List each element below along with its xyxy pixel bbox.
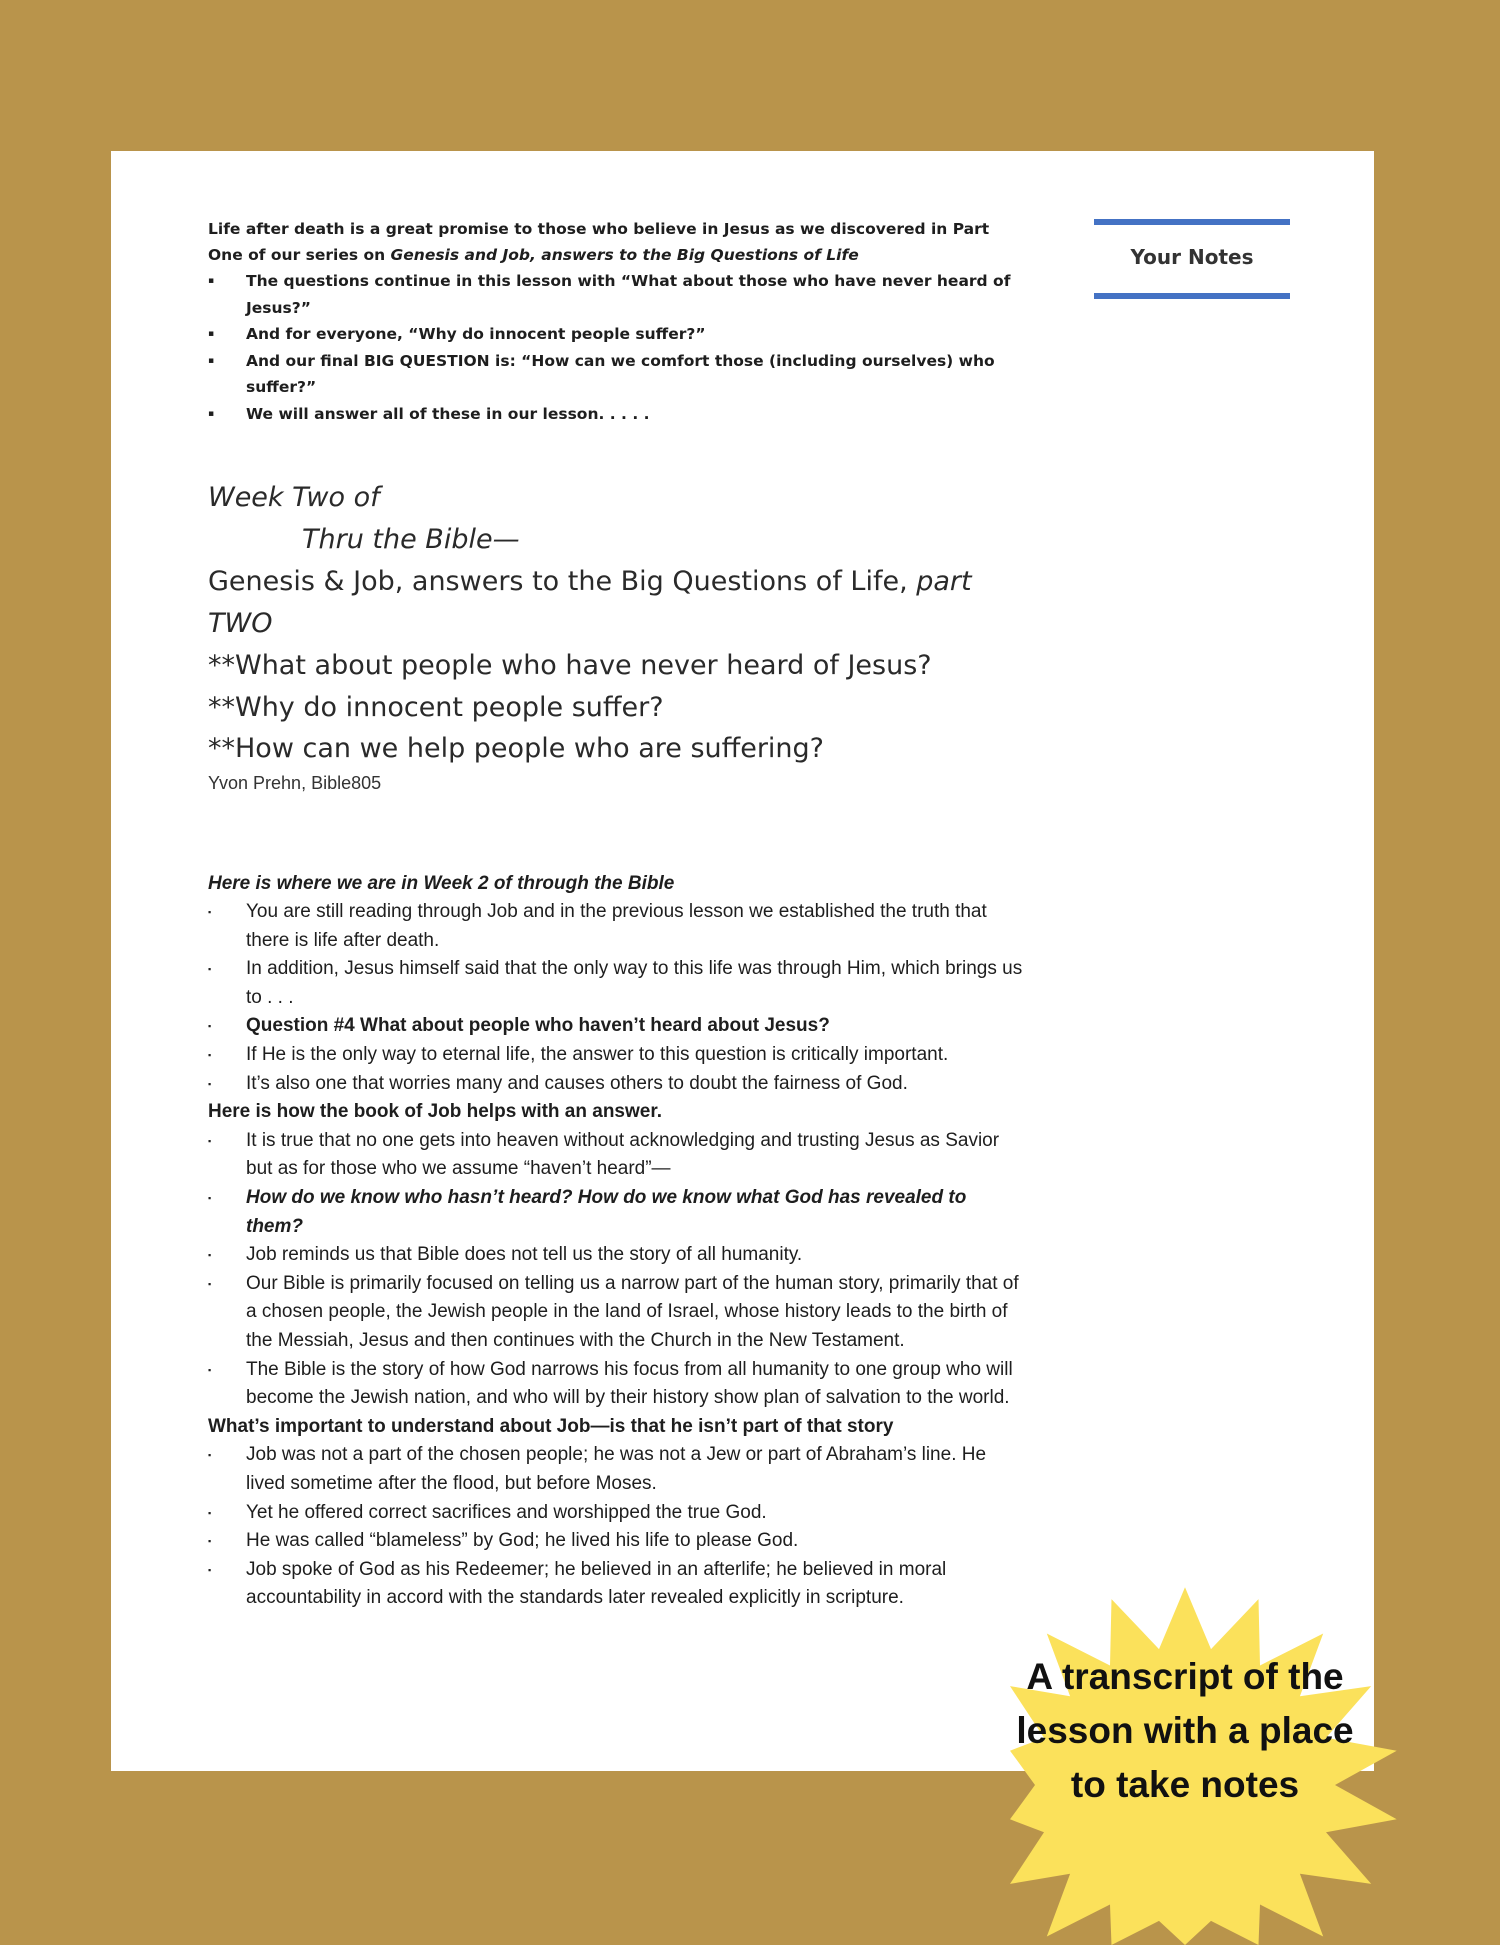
notes-top-rule bbox=[1094, 219, 1290, 225]
section1-bullets bbox=[208, 898, 1028, 1098]
lesson-body bbox=[208, 870, 1028, 1613]
list-item: ▪ Job was not a part of the chosen people; he was not a Jew or part of Abraham’s line. He lived sometime after the flood, but before Moses. bbox=[208, 1441, 1028, 1498]
title-topic-part: part TWO bbox=[208, 566, 972, 639]
badge-text: A transcript of the lesson with a place to take notes bbox=[1016, 1656, 1354, 1805]
document-page bbox=[111, 151, 1374, 1771]
list-item: ▪ The questions continue in this lesson with “What about those who have never heard of Jesus?” bbox=[208, 268, 1028, 321]
notes-title: Your Notes bbox=[1130, 245, 1254, 269]
title-line-topic bbox=[208, 561, 1028, 645]
list-item: ▪ It’s also one that worries many and causes others to doubt the fairness of God. bbox=[208, 1070, 1028, 1099]
title-line-series: Thru the Bible— bbox=[302, 524, 520, 555]
section-heading: Here is where we are in Week 2 of through the Bible bbox=[208, 872, 675, 894]
title-line-week: Week Two of bbox=[208, 482, 380, 513]
list-item: ▪ Question #4 What about people who haven’t heard about Jesus? bbox=[208, 1012, 1028, 1041]
list-item: ▪ The Bible is the story of how God narrows his focus from all humanity to one group who will become the Jewish nation, and who will by their history show plan of salvation to the world. bbox=[208, 1356, 1028, 1413]
list-item: ▪ In addition, Jesus himself said that the only way to this life was through Him, which brings us to . . . bbox=[208, 955, 1028, 1012]
list-item: ▪ Job reminds us that Bible does not tell us the story of all humanity. bbox=[208, 1241, 1028, 1270]
list-item: ▪ Job spoke of God as his Redeemer; he believed in an afterlife; he believed in moral accountability in accord with the standards later revealed explicitly in scripture. bbox=[208, 1556, 1028, 1613]
title-question: **What about people who have never heard of Jesus? bbox=[208, 650, 932, 681]
author-line: Yvon Prehn, Bible805 bbox=[208, 772, 382, 793]
intro-lead: Life after death is a great promise to those who believe in Jesus as we discovered in Part One of our series on bbox=[208, 220, 990, 264]
intro-series-title: Genesis and Job, answers to the Big Questions of Life bbox=[390, 246, 859, 264]
list-item: ▪ If He is the only way to eternal life, the answer to this question is critically important. bbox=[208, 1041, 1028, 1070]
list-item: ▪ He was called “blameless” by God; he lived his life to please God. bbox=[208, 1527, 1028, 1556]
notes-bottom-rule bbox=[1094, 293, 1290, 299]
section2-bullets bbox=[208, 1127, 1028, 1413]
list-item: ▪ We will answer all of these in our lesson. . . . . bbox=[208, 401, 1028, 428]
list-item: ▪ How do we know who hasn’t heard? How do we know what God has revealed to them? bbox=[208, 1184, 1028, 1241]
section-heading: What’s important to understand about Job—is that he isn’t part of that story bbox=[208, 1415, 894, 1437]
title-question: **How can we help people who are suffering? bbox=[208, 733, 825, 764]
intro-bullets bbox=[208, 268, 1028, 427]
list-item: ▪ It is true that no one gets into heaven without acknowledging and trusting Jesus as Savior but as for those who we assume “haven’t heard”— bbox=[208, 1127, 1028, 1184]
list-item: ▪ And for everyone, “Why do innocent people suffer?” bbox=[208, 321, 1028, 348]
list-item: ▪ You are still reading through Job and in the previous lesson we established the truth that there is life after death. bbox=[208, 898, 1028, 955]
document-content bbox=[208, 216, 1028, 1613]
lesson-title-block bbox=[208, 477, 1028, 796]
notes-panel bbox=[1094, 219, 1290, 299]
section-heading: Here is how the book of Job helps with an answer. bbox=[208, 1101, 662, 1123]
intro-paragraph bbox=[208, 216, 1028, 268]
title-topic-main: Genesis & Job, answers to the Big Questions of Life, bbox=[208, 566, 917, 597]
title-question: **Why do innocent people suffer? bbox=[208, 691, 664, 723]
list-item: ▪ And our final BIG QUESTION is: “How can we comfort those (including ourselves) who suffer?” bbox=[208, 348, 1028, 401]
list-item: ▪ Yet he offered correct sacrifices and worshipped the true God. bbox=[208, 1499, 1028, 1528]
list-item: ▪ Our Bible is primarily focused on telling us a narrow part of the human story, primarily that of a chosen people, the Jewish people in the land of Israel, whose history leads to the birth of the Messiah, Jesus and then continues with the Church in the New Testament. bbox=[208, 1270, 1028, 1356]
section3-bullets bbox=[208, 1441, 1028, 1613]
